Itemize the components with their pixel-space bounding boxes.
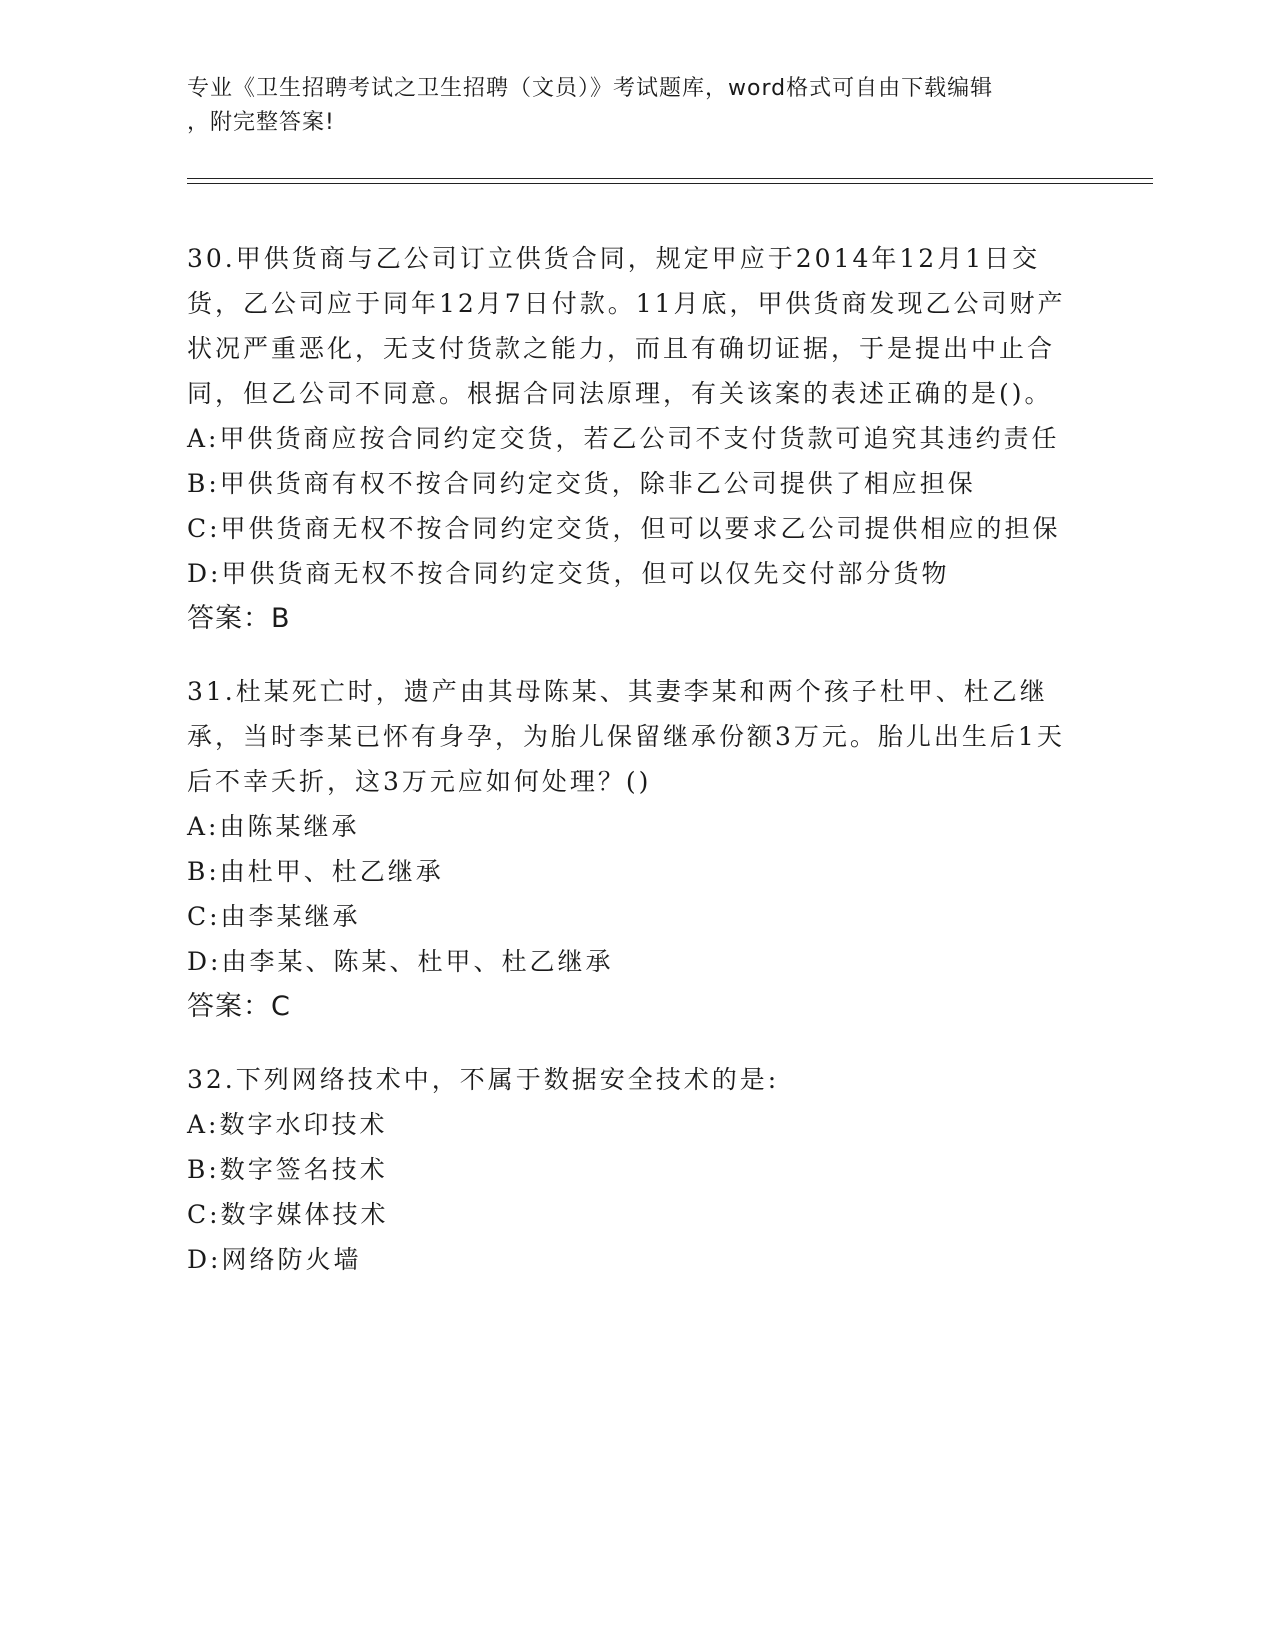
header-line-2: ，附完整答案! (187, 110, 335, 135)
option-c: C:甲供货商无权不按合同约定交货，但可以要求乙公司提供相应的担保 (187, 514, 1061, 543)
option-d: D:甲供货商无权不按合同约定交货，但可以仅先交付部分货物 (187, 559, 950, 588)
option-c: C:数字媒体技术 (187, 1200, 389, 1229)
option-a: A:数字水印技术 (187, 1110, 388, 1139)
option-b: B:由杜甲、杜乙继承 (187, 857, 444, 886)
question-list (187, 236, 1067, 1310)
answer: 答案：B (187, 603, 291, 634)
header-divider-top (187, 178, 1153, 179)
question-32 (187, 1057, 1067, 1282)
question-stem: 32.下列网络技术中，不属于数据安全技术的是: (187, 1065, 780, 1094)
option-c: C:由李某继承 (187, 902, 361, 931)
option-a: A:由陈某继承 (187, 812, 360, 841)
option-d: D:网络防火墙 (187, 1245, 362, 1274)
header-line-1: 专业《卫生招聘考试之卫生招聘（文员）》考试题库，word格式可自由下载编辑 (187, 76, 994, 101)
option-b: B:甲供货商有权不按合同约定交货，除非乙公司提供了相应担保 (187, 469, 976, 498)
option-a: A:甲供货商应按合同约定交货，若乙公司不支付货款可追究其违约责任 (187, 424, 1060, 453)
question-31 (187, 669, 1067, 1029)
option-d: D:由李某、陈某、杜甲、杜乙继承 (187, 947, 614, 976)
document-header (187, 72, 1087, 140)
question-stem: 30.甲供货商与乙公司订立供货合同，规定甲应于2014年12月1日交货，乙公司应于同年12月7日付款。11月底，甲供货商发现乙公司财产状况严重恶化，无支付货款之能力，而且有确切证据，于是提出中止合同，但乙公司不同意。根据合同法原理，有关该案的表述正确的是()。 (187, 244, 1066, 408)
option-b: B:数字签名技术 (187, 1155, 388, 1184)
header-divider-bottom (187, 183, 1153, 184)
answer: 答案：C (187, 991, 291, 1022)
question-stem: 31.杜某死亡时，遗产由其母陈某、其妻李某和两个孩子杜甲、杜乙继承，当时李某已怀有身孕，为胎儿保留继承份额3万元。胎儿出生后1天后不幸夭折，这3万元应如何处理？() (187, 677, 1065, 796)
question-30 (187, 236, 1067, 641)
